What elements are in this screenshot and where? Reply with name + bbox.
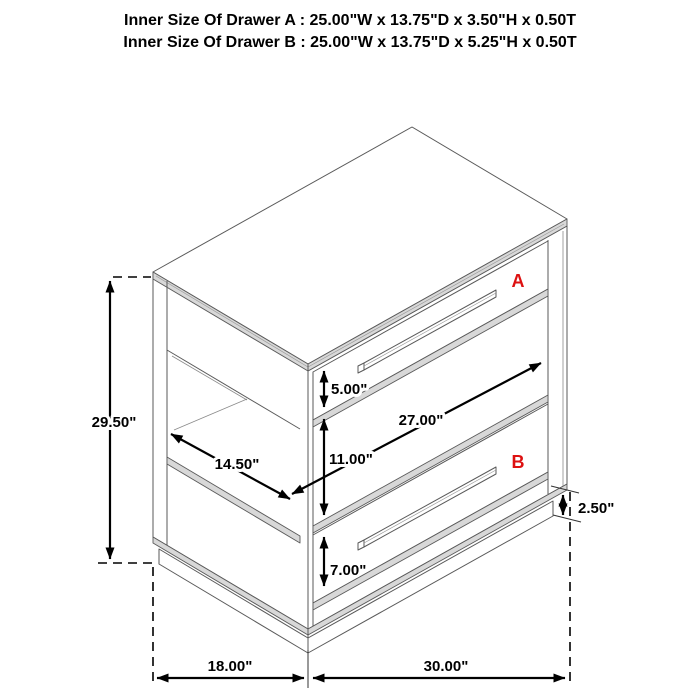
dim-label-shelf-inner-width: 27.00" (398, 412, 444, 429)
extension-line (553, 515, 581, 522)
dim-label-drawer-a-front-height: 5.00" (331, 381, 368, 398)
dim-base-height (551, 486, 614, 686)
dim-label-overall-depth: 18.00" (207, 658, 253, 675)
header-drawer-a-size: Inner Size Of Drawer A : 25.00"W x 13.75"D x 3.50"H x 0.50T (124, 12, 576, 29)
dim-overall-height (92, 277, 158, 563)
header-drawer-b-size: Inner Size Of Drawer B : 25.00"W x 13.75"D x 5.25"H x 0.50T (123, 34, 577, 51)
dim-label-drawer-b-front-height: 7.00" (330, 562, 367, 579)
drawer-b-letter: B (511, 452, 525, 472)
drawer-a-letter: A (511, 271, 525, 291)
dim-label-shelf-opening-height: 11.00" (329, 451, 373, 468)
dim-label-base-height: 2.50" (578, 500, 615, 517)
dim-label-overall-width: 30.00" (423, 658, 469, 675)
dim-overall-width (313, 658, 565, 678)
dim-label-shelf-inner-depth: 14.50" (214, 456, 260, 473)
dim-label-overall-height: 29.50" (91, 414, 137, 431)
